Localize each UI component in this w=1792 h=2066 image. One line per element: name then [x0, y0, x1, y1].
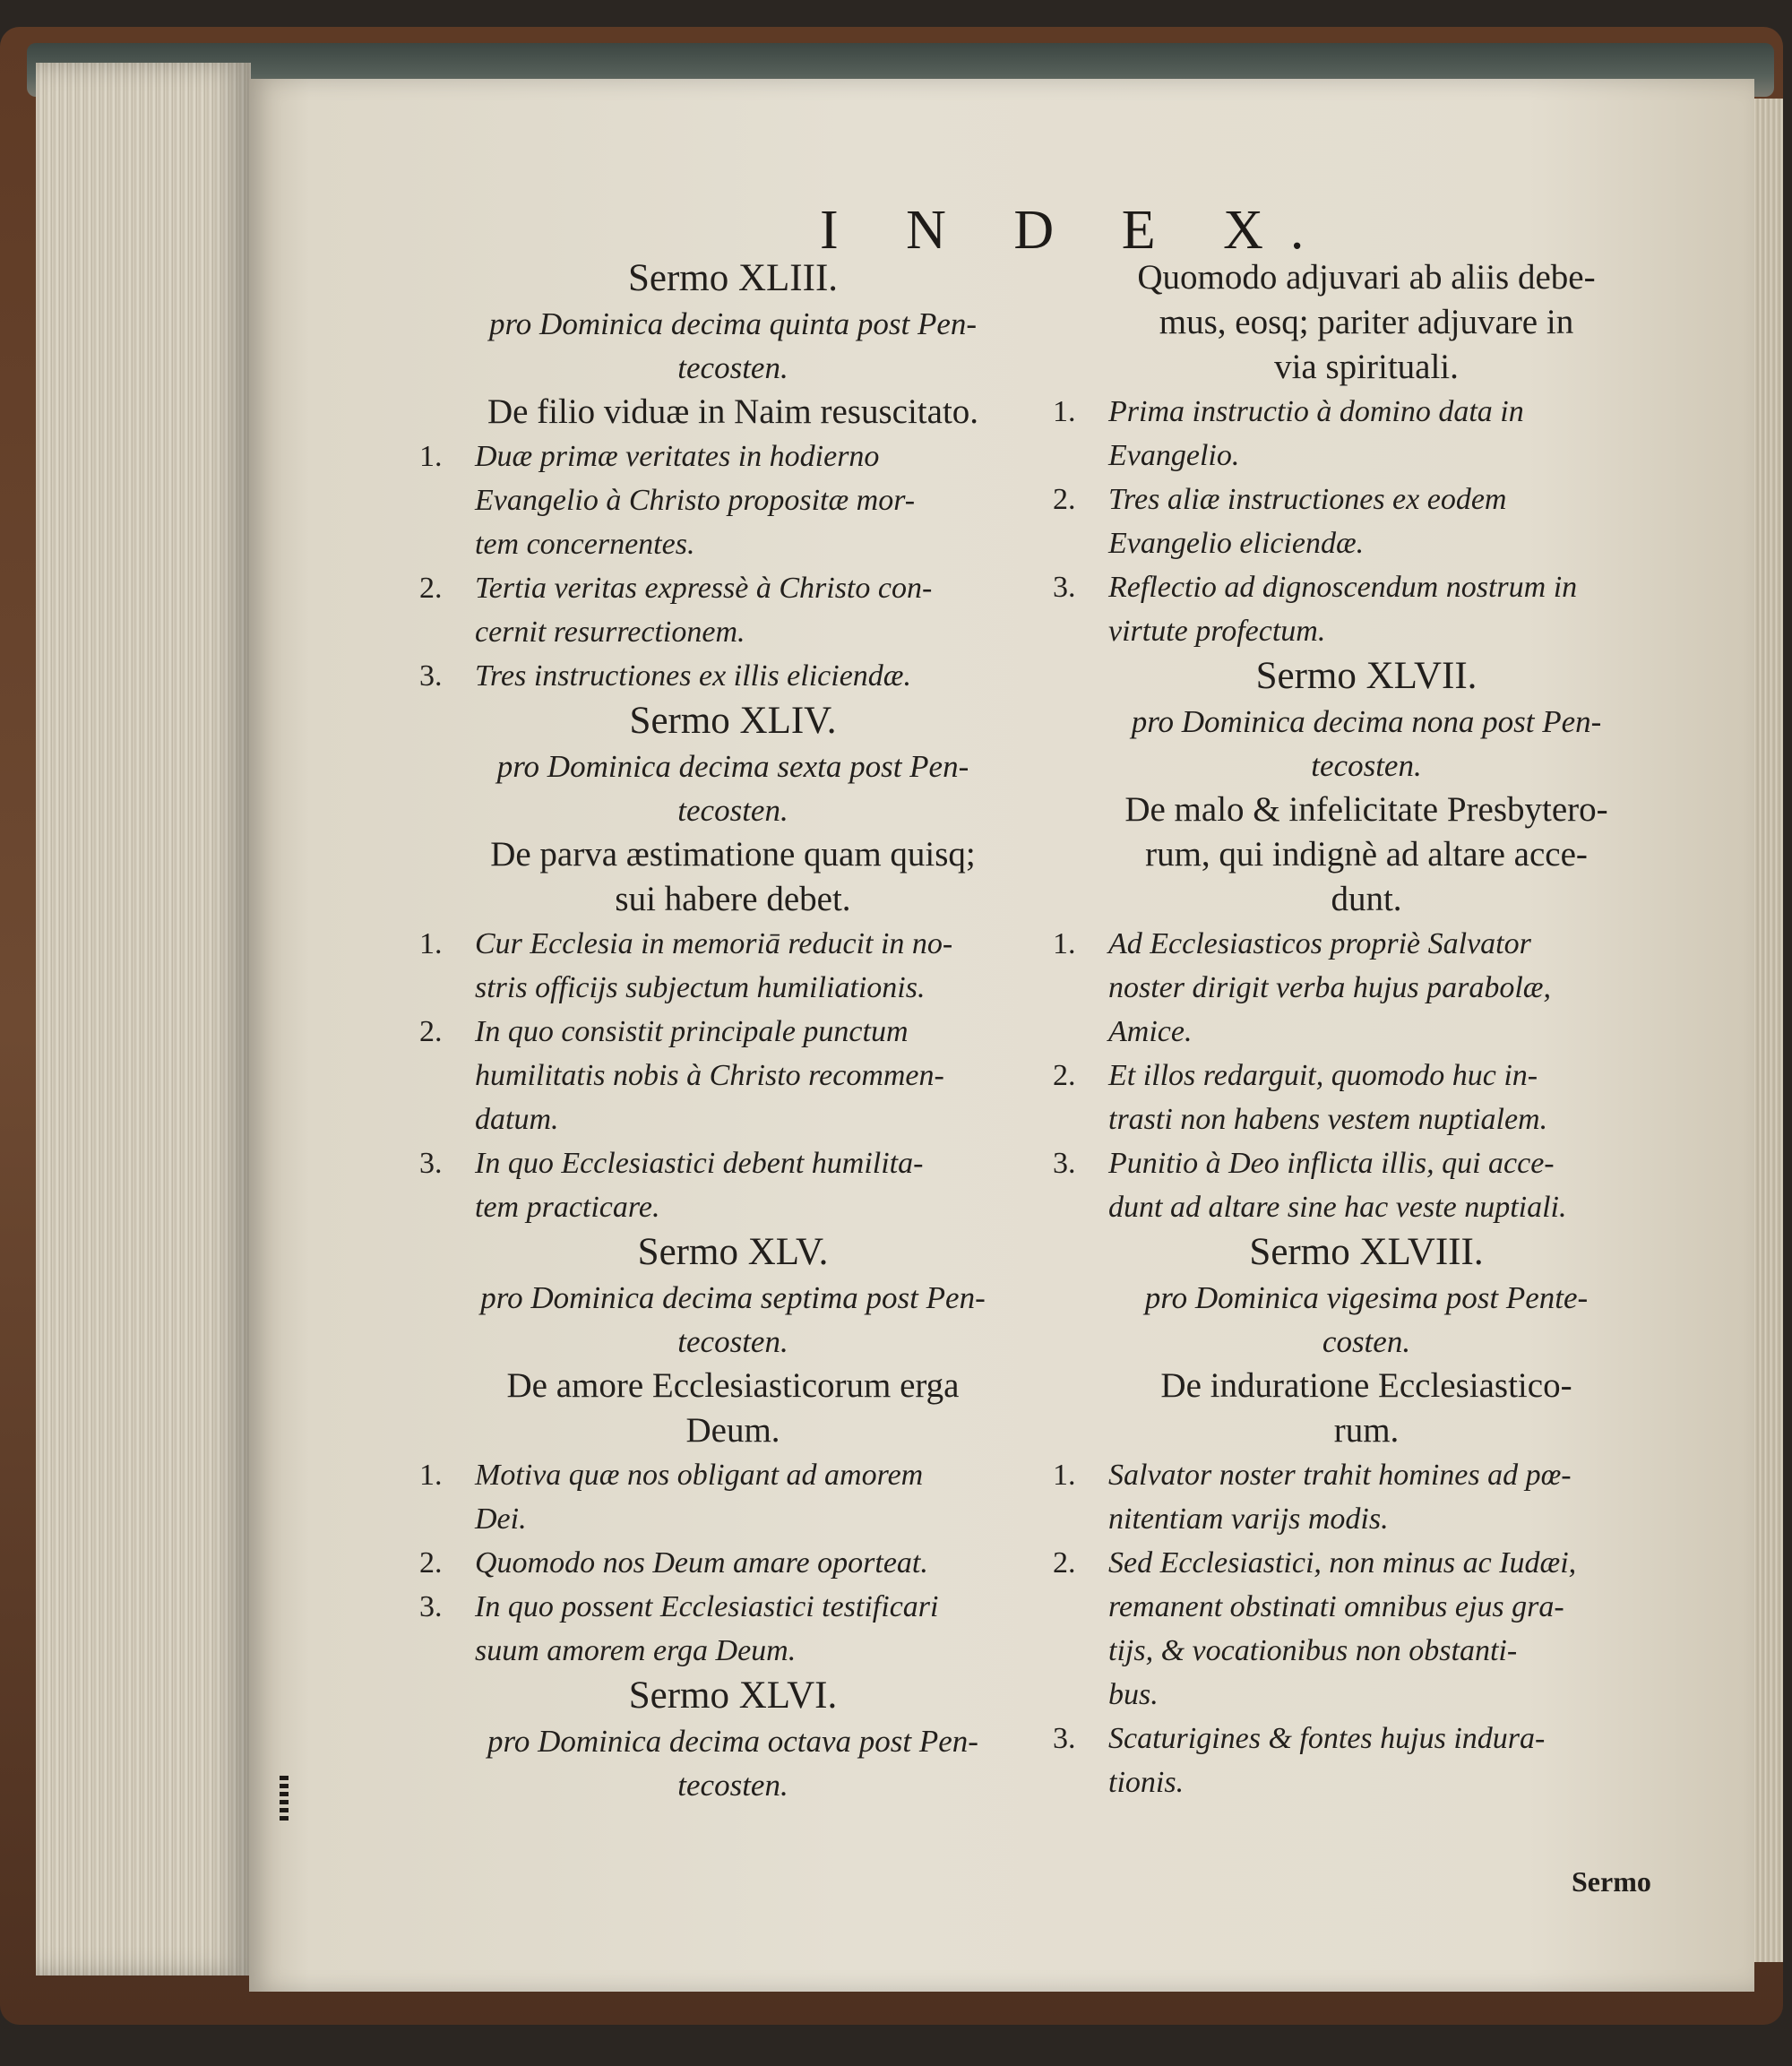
- index-item: [419, 1585, 1047, 1673]
- item-line: suum amorem erga Deum.: [475, 1634, 797, 1667]
- item-number: 3.: [1053, 1147, 1076, 1180]
- item-line: Tres aliæ instructiones ex eodem: [1108, 483, 1507, 516]
- sermo-entry: [419, 1673, 1047, 1807]
- index-item: [1053, 1717, 1680, 1804]
- catchword: Sermo: [1572, 1865, 1651, 1898]
- occasion-line: pro Dominica decima nona post Pen-: [1131, 704, 1602, 739]
- page-header: I N D E X.: [820, 200, 1331, 261]
- sermo-occasion: [419, 1276, 1047, 1364]
- item-line: Punitio à Deo inflicta illis, qui acce-: [1108, 1147, 1555, 1180]
- sermo-topic: [419, 832, 1047, 922]
- item-number: 3.: [419, 1147, 443, 1180]
- index-item: [419, 566, 1047, 654]
- index-item: [1053, 1453, 1680, 1541]
- item-line: Dei.: [475, 1502, 527, 1536]
- sermo-occasion: [419, 302, 1047, 390]
- index-item: [419, 1453, 1047, 1541]
- occasion-line: tecosten.: [677, 350, 788, 385]
- topic-line: mus, eosq; pariter adjuvare in: [1159, 303, 1574, 341]
- occasion-line: costen.: [1322, 1324, 1411, 1359]
- item-line: Motiva quæ nos obligant ad amorem: [475, 1459, 924, 1492]
- item-number: 2.: [419, 1546, 443, 1580]
- index-item: [419, 922, 1047, 1010]
- item-line: Cur Ecclesia in memoriā reducit in no-: [475, 927, 953, 960]
- index-item: [1053, 922, 1680, 1054]
- topic-line: De amore Ecclesiasticorum erga: [506, 1366, 960, 1405]
- occasion-line: pro Dominica decima quinta post Pen-: [488, 306, 978, 341]
- item-line: stris officijs subjectum humiliationis.: [475, 971, 926, 1004]
- sermo-heading: Sermo XLVII.: [1255, 655, 1478, 697]
- topic-line: De induratione Ecclesiastico-: [1160, 1366, 1572, 1405]
- occasion-line: tecosten.: [677, 793, 788, 828]
- index-item: [419, 1541, 1047, 1585]
- topic-line: De malo & infelicitate Presbytero-: [1124, 790, 1608, 829]
- sermo-entry: [1053, 1229, 1680, 1804]
- item-line: Duæ primæ veritates in hodierno: [475, 440, 880, 473]
- item-line: tijs, & vocationibus non obstanti-: [1108, 1634, 1518, 1667]
- topic-line: rum, qui indignè ad altare acce-: [1145, 835, 1588, 874]
- item-line: Amice.: [1108, 1015, 1193, 1048]
- occasion-line: tecosten.: [677, 1324, 788, 1359]
- sermo-entry: [419, 255, 1047, 698]
- sermo-entry: [419, 698, 1047, 1229]
- item-line: tionis.: [1108, 1766, 1185, 1799]
- item-line: nitentiam varijs modis.: [1108, 1502, 1389, 1536]
- occasion-line: pro Dominica decima sexta post Pen-: [496, 749, 969, 784]
- item-number: 1.: [1053, 1459, 1076, 1492]
- sermo-entry: [419, 1229, 1047, 1673]
- item-line: noster dirigit verba hujus parabolæ,: [1108, 971, 1551, 1004]
- item-number: 1.: [419, 440, 443, 473]
- index-item: [419, 1141, 1047, 1229]
- index-item: [1053, 478, 1680, 565]
- topic-line: dunt.: [1331, 880, 1402, 918]
- sermo-topic: [1053, 255, 1680, 390]
- occasion-line: pro Dominica decima septima post Pen-: [480, 1280, 986, 1315]
- sermo-entry: [1053, 653, 1680, 1229]
- item-line: Tertia veritas expressè à Christo con-: [475, 572, 933, 605]
- index-item: [1053, 1541, 1680, 1717]
- sermo-topic: [419, 1364, 1047, 1453]
- item-number: 3.: [1053, 1722, 1076, 1755]
- item-number: 2.: [1053, 1059, 1076, 1092]
- item-line: Scaturigines & fontes hujus indura-: [1108, 1722, 1546, 1755]
- item-number: 3.: [419, 1590, 443, 1623]
- item-number: 1.: [1053, 927, 1076, 960]
- item-line: virtute profectum.: [1108, 615, 1326, 648]
- item-line: dunt ad altare sine hac veste nuptiali.: [1108, 1191, 1567, 1224]
- item-number: 3.: [419, 659, 443, 693]
- index-item: [1053, 1141, 1680, 1229]
- item-line: Quomodo nos Deum amare oporteat.: [475, 1546, 928, 1580]
- item-line: Sed Ecclesiastici, non minus ac Iudæi,: [1108, 1546, 1577, 1580]
- item-line: Salvator noster trahit homines ad pœ-: [1108, 1459, 1572, 1492]
- sermo-occasion: [419, 745, 1047, 832]
- occasion-line: pro Dominica decima octava post Pen-: [487, 1724, 978, 1759]
- sermo-topic: [1053, 788, 1680, 922]
- item-line: humilitatis nobis à Christo recommen-: [475, 1059, 944, 1092]
- item-line: tem concernentes.: [475, 528, 695, 561]
- sermo-heading: Sermo XLV.: [637, 1231, 829, 1273]
- item-line: Reflectio ad dignoscendum nostrum in: [1108, 571, 1578, 604]
- sermo-heading: Sermo XLIV.: [629, 700, 837, 742]
- item-line: In quo consistit principale punctum: [475, 1015, 909, 1048]
- item-line: Evangelio à Christo propositæ mor-: [475, 484, 916, 517]
- occasion-line: tecosten.: [1311, 748, 1422, 783]
- sermo-heading: Sermo XLVIII.: [1249, 1231, 1484, 1273]
- item-number: 2.: [419, 572, 443, 605]
- signature-mark: [280, 1776, 289, 1821]
- item-line: tem practicare.: [475, 1191, 660, 1224]
- sermo-heading: Sermo XLIII.: [627, 257, 839, 299]
- item-line: trasti non habens vestem nuptialem.: [1108, 1103, 1548, 1136]
- item-line: Tres instructiones ex illis eliciendæ.: [475, 659, 911, 693]
- item-line: cernit resurrectionem.: [475, 615, 745, 649]
- sermo-topic: [1053, 1364, 1680, 1453]
- index-item: [419, 435, 1047, 566]
- item-line: remanent obstinati omnibus ejus gra-: [1108, 1590, 1564, 1623]
- item-number: 1.: [1053, 395, 1076, 428]
- item-number: 1.: [419, 1459, 443, 1492]
- right-column: [1053, 255, 1680, 1804]
- item-line: Prima instructio à domino data in: [1108, 395, 1524, 428]
- topic-line: De filio viduæ in Naim resuscitato.: [487, 392, 979, 431]
- page-edges: [36, 63, 251, 1976]
- item-number: 2.: [1053, 1546, 1076, 1580]
- item-number: 1.: [419, 927, 443, 960]
- item-line: Ad Ecclesiasticos propriè Salvator: [1108, 927, 1531, 960]
- sermo-entry: [1053, 255, 1680, 653]
- occasion-line: pro Dominica vigesima post Pente-: [1144, 1280, 1589, 1315]
- item-number: 2.: [419, 1015, 443, 1048]
- index-item: [419, 654, 1047, 698]
- sermo-occasion: [419, 1719, 1047, 1807]
- topic-line: via spirituali.: [1274, 348, 1459, 386]
- sermo-occasion: [1053, 700, 1680, 788]
- index-item: [419, 1010, 1047, 1141]
- topic-line: sui habere debet.: [615, 880, 851, 918]
- item-line: Evangelio.: [1108, 439, 1240, 472]
- item-number: 3.: [1053, 571, 1076, 604]
- sermo-topic: [419, 390, 1047, 435]
- occasion-line: tecosten.: [677, 1768, 788, 1803]
- item-line: Evangelio eliciendæ.: [1108, 527, 1365, 560]
- left-column: [419, 255, 1047, 1807]
- item-line: In quo possent Ecclesiastici testificari: [475, 1590, 939, 1623]
- item-number: 2.: [1053, 483, 1076, 516]
- item-line: bus.: [1108, 1678, 1159, 1711]
- sermo-heading: Sermo XLVI.: [628, 1674, 838, 1717]
- topic-line: Quomodo adjuvari ab aliis debe-: [1137, 258, 1596, 297]
- item-line: datum.: [475, 1103, 559, 1136]
- index-item: [1053, 390, 1680, 478]
- sermo-occasion: [1053, 1276, 1680, 1364]
- topic-line: rum.: [1333, 1411, 1400, 1450]
- topic-line: De parva æstimatione quam quisq;: [490, 835, 976, 874]
- index-item: [1053, 1054, 1680, 1141]
- item-line: In quo Ecclesiastici debent humilita-: [475, 1147, 924, 1180]
- topic-line: Deum.: [685, 1411, 780, 1450]
- item-line: Et illos redarguit, quomodo huc in-: [1108, 1059, 1538, 1092]
- index-item: [1053, 565, 1680, 653]
